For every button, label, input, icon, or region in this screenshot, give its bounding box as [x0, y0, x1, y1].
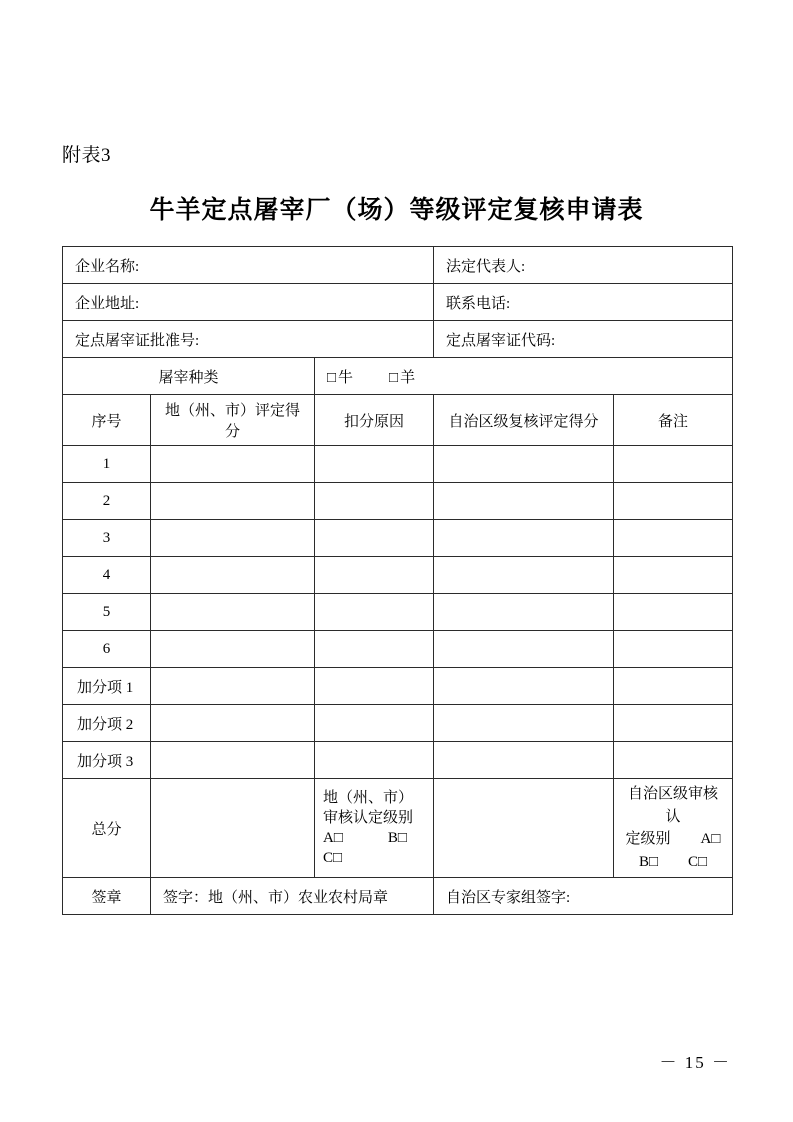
region-level-line1: 自治区级审核认 — [628, 786, 719, 825]
enterprise-name-label: 企业名称: — [63, 247, 434, 284]
table-row-signature — [63, 878, 733, 915]
row-deduction-reason[interactable] — [315, 705, 434, 742]
row-local-score[interactable] — [151, 631, 315, 668]
table-row — [63, 483, 733, 520]
row-index: 5 — [63, 594, 151, 631]
row-index: 加分项 3 — [63, 742, 151, 779]
local-level-line3[interactable]: A□ B□ — [323, 830, 407, 846]
table-row — [63, 557, 733, 594]
table-row — [63, 631, 733, 668]
row-remark[interactable] — [614, 483, 733, 520]
row-local-score[interactable] — [151, 705, 315, 742]
row-remark[interactable] — [614, 520, 733, 557]
table-row — [63, 520, 733, 557]
license-approval-number-label: 定点屠宰证批准号: — [63, 321, 434, 358]
table-row-enterprise-address — [63, 284, 733, 321]
table-row-license-number — [63, 321, 733, 358]
signature-label: 签章 — [63, 878, 151, 915]
row-local-score[interactable] — [151, 668, 315, 705]
local-level-cell[interactable] — [315, 779, 434, 878]
total-region-review-score[interactable] — [434, 779, 614, 878]
row-region-review-score[interactable] — [434, 631, 614, 668]
column-header-deduction-reason: 扣分原因 — [315, 395, 434, 446]
table-row — [63, 668, 733, 705]
attachment-label: 附表3 — [62, 145, 112, 166]
row-local-score[interactable] — [151, 446, 315, 483]
column-header-local-score: 地（州、市）评定得分 — [151, 395, 315, 446]
row-remark[interactable] — [614, 594, 733, 631]
row-index: 加分项 1 — [63, 668, 151, 705]
local-level-line2: 审核认定级别 — [323, 809, 414, 826]
column-header-index: 序号 — [63, 395, 151, 446]
row-remark[interactable] — [614, 631, 733, 668]
legal-representative-label: 法定代表人: — [434, 247, 733, 284]
page-number: － 15 － — [659, 1053, 731, 1072]
table-row-total — [63, 779, 733, 878]
table-row — [63, 742, 733, 779]
row-local-score[interactable] — [151, 594, 315, 631]
region-level-line2[interactable]: 定级别 A□ — [625, 831, 721, 847]
enterprise-address-label: 企业地址: — [63, 284, 434, 321]
row-region-review-score[interactable] — [434, 668, 614, 705]
evaluation-form-table — [62, 246, 733, 915]
row-region-review-score[interactable] — [434, 520, 614, 557]
local-level-line4[interactable]: C□ — [323, 850, 343, 867]
row-index: 1 — [63, 446, 151, 483]
row-deduction-reason[interactable] — [315, 594, 434, 631]
row-local-score[interactable] — [151, 520, 315, 557]
table-row — [63, 594, 733, 631]
table-header-row — [63, 395, 733, 446]
local-signature-label[interactable]: 签字：地（州、市）农业农村局章 — [151, 878, 434, 915]
row-remark[interactable] — [614, 668, 733, 705]
row-deduction-reason[interactable] — [315, 520, 434, 557]
row-deduction-reason[interactable] — [315, 668, 434, 705]
row-local-score[interactable] — [151, 483, 315, 520]
row-index: 3 — [63, 520, 151, 557]
row-deduction-reason[interactable] — [315, 483, 434, 520]
row-remark[interactable] — [614, 557, 733, 594]
row-region-review-score[interactable] — [434, 446, 614, 483]
contact-phone-label: 联系电话: — [434, 284, 733, 321]
region-level-cell[interactable] — [614, 779, 733, 878]
row-deduction-reason[interactable] — [315, 742, 434, 779]
row-index: 2 — [63, 483, 151, 520]
page-title: 牛羊定点屠宰厂（场）等级评定复核申请表 — [149, 197, 644, 224]
row-remark[interactable] — [614, 705, 733, 742]
row-region-review-score[interactable] — [434, 705, 614, 742]
row-region-review-score[interactable] — [434, 594, 614, 631]
column-header-region-review-score: 自治区级复核评定得分 — [434, 395, 614, 446]
row-local-score[interactable] — [151, 557, 315, 594]
local-level-line1: 地（州、市） — [323, 789, 414, 806]
row-remark[interactable] — [614, 742, 733, 779]
total-local-score[interactable] — [151, 779, 315, 878]
table-row-species — [63, 358, 733, 395]
row-deduction-reason[interactable] — [315, 446, 434, 483]
table-row — [63, 705, 733, 742]
species-label: 屠宰种类 — [63, 358, 315, 395]
row-index: 4 — [63, 557, 151, 594]
table-row — [63, 446, 733, 483]
row-index: 加分项 2 — [63, 705, 151, 742]
license-code-label: 定点屠宰证代码: — [434, 321, 733, 358]
row-index: 6 — [63, 631, 151, 668]
row-deduction-reason[interactable] — [315, 631, 434, 668]
column-header-remark: 备注 — [614, 395, 733, 446]
row-deduction-reason[interactable] — [315, 557, 434, 594]
species-checkbox-options[interactable]: □牛 □羊 — [315, 358, 733, 395]
row-local-score[interactable] — [151, 742, 315, 779]
table-row-enterprise-name — [63, 247, 733, 284]
total-label: 总分 — [63, 779, 151, 878]
row-region-review-score[interactable] — [434, 557, 614, 594]
region-level-line3[interactable]: B□ C□ — [638, 853, 708, 870]
region-expert-signature-label[interactable]: 自治区专家组签字: — [434, 878, 733, 915]
row-region-review-score[interactable] — [434, 483, 614, 520]
row-region-review-score[interactable] — [434, 742, 614, 779]
row-remark[interactable] — [614, 446, 733, 483]
